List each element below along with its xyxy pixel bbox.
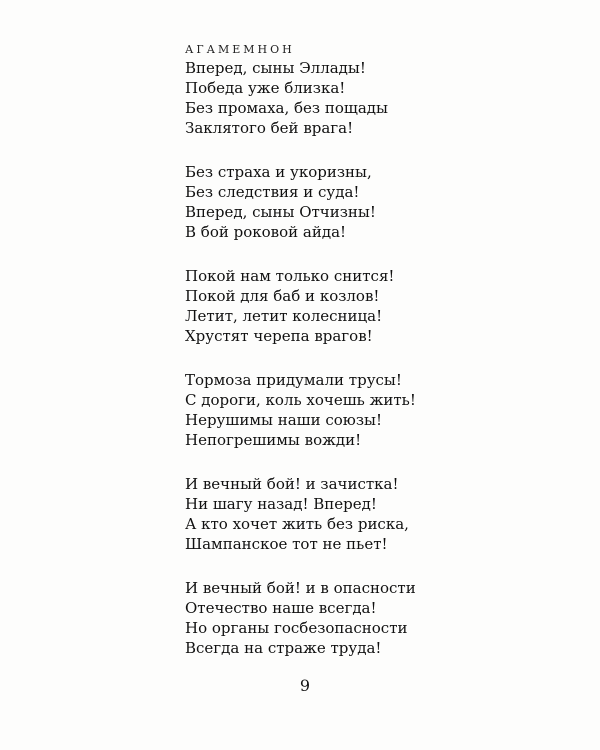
- poem-line: Хрустят черепа врагов!: [185, 327, 373, 345]
- poem: [185, 58, 545, 682]
- poem-line: Тормоза придумали трусы!: [185, 371, 402, 389]
- page-number: 9: [299, 676, 311, 695]
- poem-line: Отечество наше всегда!: [185, 599, 377, 617]
- poem-line: И вечный бой! и в опасности: [185, 579, 416, 597]
- poem-line: В бой роковой айда!: [185, 223, 347, 241]
- poem-line: И вечный бой! и зачистка!: [185, 475, 399, 493]
- poem-line: Без следствия и суда!: [185, 183, 360, 201]
- poem-line: Без страха и укоризны,: [185, 163, 372, 181]
- poem-line: Покой нам только снится!: [185, 267, 395, 285]
- poem-line: А кто хочет жить без риска,: [185, 515, 409, 533]
- stanza: [185, 266, 545, 346]
- poem-line: Непогрешимы вожди!: [185, 431, 362, 449]
- poem-line: С дороги, коль хочешь жить!: [185, 391, 416, 409]
- poem-line: Заклятого бей врага!: [185, 119, 354, 137]
- poem-line: Вперед, сыны Отчизны!: [185, 203, 376, 221]
- stanza: [185, 474, 545, 554]
- speaker-name: АГАМЕМНОН: [185, 43, 295, 56]
- poem-line: Всегда на страже труда!: [185, 639, 382, 657]
- poem-line: Нерушимы наши союзы!: [185, 411, 382, 429]
- stanza: [185, 578, 545, 658]
- poem-line: Вперед, сыны Эллады!: [185, 59, 366, 77]
- stanza: [185, 370, 545, 450]
- poem-line: Победа уже близка!: [185, 79, 346, 97]
- poem-line: Но органы госбезопасности: [185, 619, 408, 637]
- poem-line: Шампанское тот не пьет!: [185, 535, 388, 553]
- poem-line: Без промаха, без пощады: [185, 99, 388, 117]
- poem-line: Летит, летит колесница!: [185, 307, 383, 325]
- poem-line: Покой для баб и козлов!: [185, 287, 380, 305]
- poem-line: Ни шагу назад! Вперед!: [185, 495, 377, 513]
- stanza: [185, 162, 545, 242]
- stanza: [185, 58, 545, 138]
